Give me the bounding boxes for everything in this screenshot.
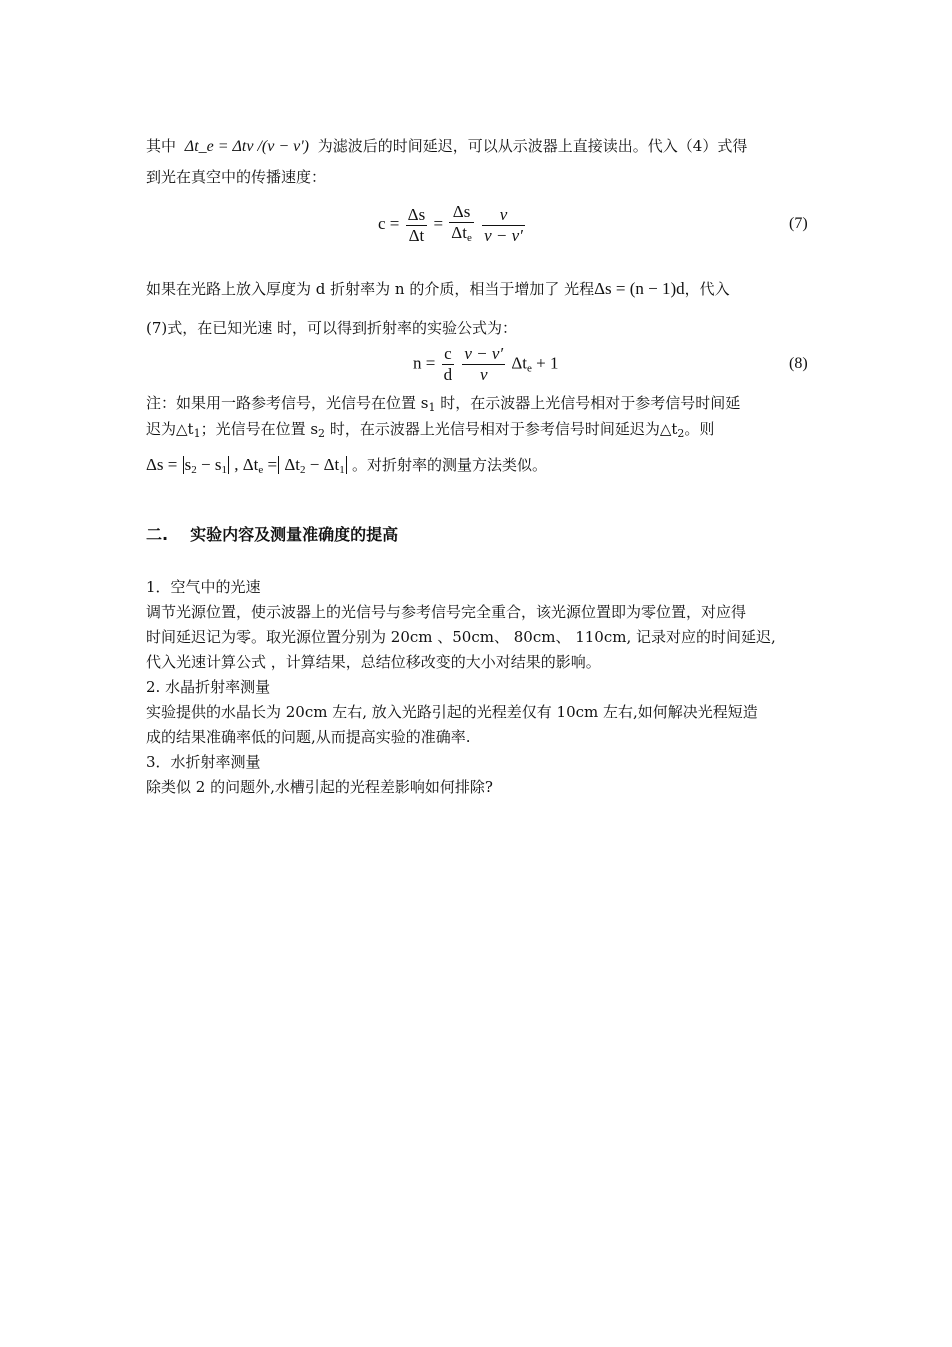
eq8-fraction-2: $\frac{\nu - \nu'}{\nu}$ (464, 344, 504, 384)
para2-line1: 如果在光路上放入厚度为 d 折射率为 n 的介质，相当于增加了 光程Δs = (n − 1)d，代入 (146, 279, 730, 298)
eq7-lhs: c = (378, 213, 400, 233)
item3-line1: 除类似 2 的问题外,水槽引起的光程差影响如何排除? (146, 778, 493, 796)
equation-7 (378, 202, 527, 248)
delay-formula: Δt_e = Δtν /(ν − ν') (184, 138, 309, 155)
note-formula: $\Delta s = s_2 - s_1$ , $\Delta t_e = \Delta t_2 - \Delta t_1$ (146, 455, 345, 476)
path-difference-formula: Δs = (n − 1)d (594, 279, 685, 298)
para1-prefix: 其中 (146, 137, 177, 155)
eq7-fraction-1: $\frac{\Delta s}{\Delta t}$ (407, 204, 426, 245)
para2-line2: (7)式，在已知光速 时，可以得到折射率的实验公式为： (146, 319, 518, 337)
para1-suffix: 为滤波后的时间延迟，可以从示波器上直接读出。代入（4）式得 (317, 137, 748, 155)
item2-line1: 实验提供的水晶长为 20cm 左右, 放入光路引起的光程差仅有 10cm 左右,如何解决光程短造 (146, 703, 758, 721)
item2-title: 2. 水晶折射率测量 (146, 678, 271, 696)
para1-line1 (146, 135, 747, 158)
section-heading (146, 522, 398, 545)
eq7-fraction-3: $\frac{\nu}{\nu - \nu'}$ (484, 204, 523, 245)
item1-line1: 调节光源位置，使示波器上的光信号与参考信号完全重合，该光源位置即为零位置，对应得 (146, 603, 747, 621)
eq7-fraction-2: $\frac{\Delta s}{\Delta t_e}$ (451, 202, 472, 244)
section-title: 实验内容及测量准确度的提高 (190, 525, 399, 544)
item2-line2: 成的结果准确率低的问题,从而提高实验的准确率. (146, 728, 471, 746)
equation-8-number: (8) (789, 355, 808, 372)
equation-8: n = $\frac{c}{d}$ $\frac{\nu - \nu'}{\nu}$ $\Delta t_e + 1$ (413, 344, 559, 384)
item3-title: 3．水折射率测量 (146, 753, 261, 771)
para1-line2: 到光在真空中的传播速度： (146, 168, 327, 186)
equation-7-number: (7) (789, 215, 808, 232)
item1-line2: 时间延迟记为零。取光源位置分别为 20cm 、50cm、 80cm、 110cm, 记录对应的时间延迟, (146, 628, 776, 646)
eq8-fraction-1: $\frac{c}{d}$ (443, 344, 453, 384)
section-number: 二. (146, 525, 169, 544)
item1-line3: 代入光速计算公式 ，计算结果，总结位移改变的大小对结果的影响。 (146, 653, 601, 671)
note-line3: $\Delta s = s_2 - s_1$ , $\Delta t_e = \Delta t_2 - \Delta t_1$ 。对折射率的测量方法类似。 (146, 455, 548, 476)
item1-title: 1．空气中的光速 (146, 578, 261, 596)
note-line2: 迟为$\triangle t_1$；光信号在位置 $s_2$ 时，在示波器上光信号相对于参考信号时间延迟为$\triangle t_2$。则 (146, 420, 715, 440)
note-line1: 注：如果用一路参考信号，光信号在位置 $s_1$ 时，在示波器上光信号相对于参考信号时间延 (146, 394, 741, 414)
eq7-equals: = (433, 213, 444, 233)
